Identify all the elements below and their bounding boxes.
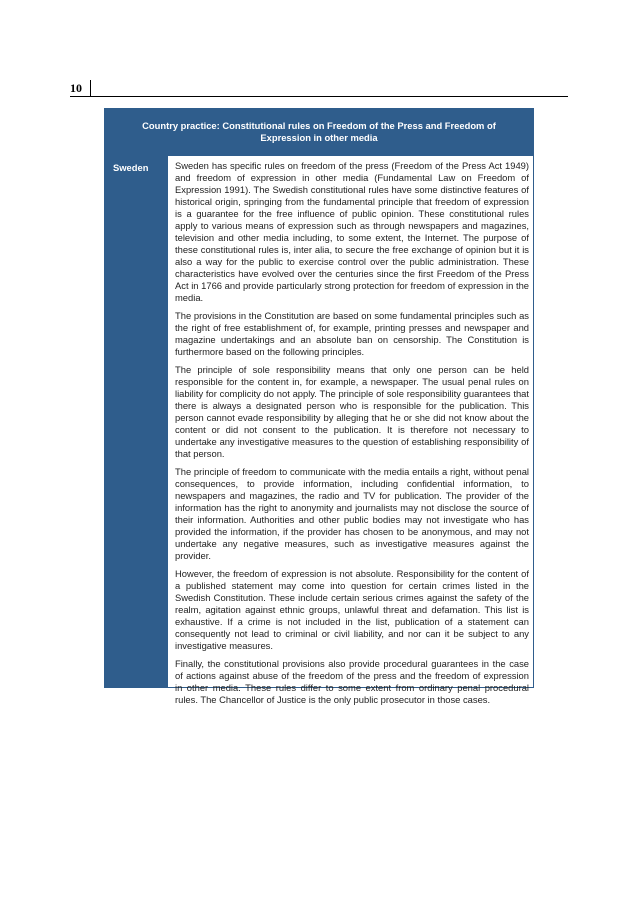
- country-practice-box: [104, 108, 534, 705]
- paragraph: The provisions in the Constitution are based on some fundamental principles such as the right of free establishment of, for example, printing presses and newspaper and magazine undertakings and an absolute ban on censorship. The Constitution is furthermore based on the following principles.: [175, 310, 529, 357]
- country-label: Sweden: [113, 162, 149, 173]
- box-title: Country practice: Constitutional rules on Freedom of the Press and Freedom of Expression in other media: [105, 109, 533, 156]
- paragraph: The principle of sole responsibility means that only one person can be held responsible for the content in, for example, a newspaper. The usual penal rules on liability for complicity do not apply. The principle of sole responsibility guarantees that there is always a designated person who is responsible for the publication. This person cannot evade responsibility by alleging that he or she did not know about the content or did not consent to the publication. It is therefore not necessary to undertake any investigative measures to the question of establishing responsibility of that person.: [175, 364, 529, 459]
- page-header: [70, 80, 568, 97]
- page-number-divider: [90, 80, 91, 96]
- paragraph: Sweden has specific rules on freedom of the press (Freedom of the Press Act 1949) and freedom of expression in other media (Fundamental Law on Freedom of Expression 1991). The Swedish constitutional rules have some distinctive features of historical origin, springing from the fundamental principle that freedom of expression is a guarantee for the free influence of public opinion. These constitutional rules apply to various means of expression such as through newspapers and magazines, television and other media including, to some extent, the Internet. The purpose of these constitutional rules is, inter alia, to secure the free exchange of opinion but it is also a way for the public to exercise control over the public administration. These characteristics have evolved over the centuries since the first Freedom of the Press Act in 1766 and provide particularly strong protection for freedom of expression in the media.: [175, 160, 529, 303]
- box-body: [175, 160, 529, 712]
- paragraph: Finally, the constitutional provisions also provide procedural guarantees in the case of actions against abuse of the freedom of the press and the freedom of expression in other media. These rules differ to some extent from ordinary penal procedural rules. The Chancellor of Justice is the only public prosecutor in those cases.: [175, 658, 529, 705]
- country-column: [105, 156, 168, 687]
- paragraph: However, the freedom of expression is not absolute. Responsibility for the content of a published statement may come into question for certain crimes listed in the Swedish Constitution. These include certain serious crimes against the safety of the realm, agitation against ethnic groups, unlawful threat and defamation. This list is exhaustive. If a crime is not included in the list, publication of a statement can consequently not lead to criminal or civil liability, and nor can it be subject to any investigative measures.: [175, 568, 529, 651]
- paragraph: The principle of freedom to communicate with the media entails a right, without penal consequences, to provide information, including confidential information, to newspapers and magazines, the radio and TV for publication. The provider of the information has the right to anonymity and journalists may not disclose the source of their information. Authorities and other public bodies may not investigate who has provided the information, if the provider has chosen to be anonymous, and may not undertake any negative measures, such as investigative measures against the provider.: [175, 466, 529, 561]
- page-number: 10: [70, 81, 82, 95]
